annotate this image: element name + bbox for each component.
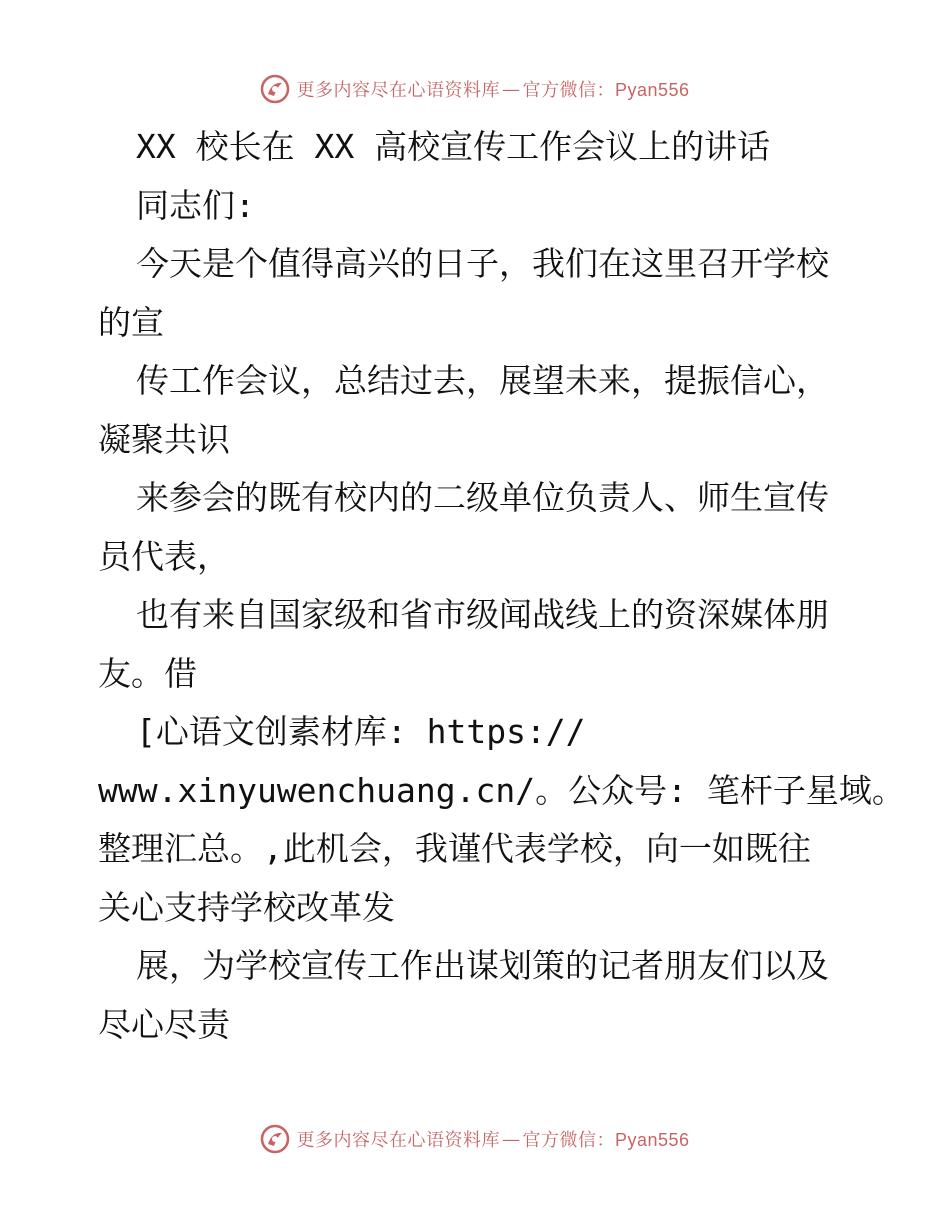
text-line: 来参会的既有校内的二级单位负责人、师生宣传	[136, 478, 829, 517]
watermark-separator: —	[501, 1128, 521, 1150]
text-line: 凝聚共识	[98, 419, 230, 459]
text-line: 也有来自国家级和省市级闻战线上的资深媒体朋	[136, 595, 829, 634]
text-line: 传工作会议，总结过去，展望未来，提振信心，	[136, 361, 829, 400]
paragraph-lines	[98, 177, 905, 1055]
footer-watermark	[0, 1122, 950, 1156]
text-line: 员代表，	[98, 536, 230, 576]
watermark-suffix: 官方微信：Pyan556	[522, 80, 690, 100]
watermark-text: 更多内容尽在心语资料库	[296, 80, 500, 101]
watermark-separator: —	[501, 78, 521, 100]
text-line: www.xinyuwenchuang.cn/。公众号: 笔杆子星域。	[98, 770, 905, 810]
watermark-text: 更多内容尽在心语资料库	[296, 1130, 500, 1151]
text-line: 同志们:	[136, 185, 255, 225]
watermark-suffix: 官方微信：Pyan556	[522, 1130, 690, 1150]
text-line: 整理汇总。,此机会，我谨代表学校，向一如既往	[98, 829, 811, 868]
text-line: 的宣	[98, 302, 164, 342]
text-line: 尽心尽责	[98, 1004, 230, 1044]
header-watermark	[0, 72, 950, 106]
text-line: 今天是个值得高兴的日子，我们在这里召开学校	[136, 244, 829, 283]
document-title: XX 校长在 XX 高校宣传工作会议上的讲话	[136, 127, 771, 166]
text-line: 关心支持学校改革发	[98, 887, 395, 927]
brand-logo-icon	[260, 1124, 290, 1154]
text-line: 展，为学校宣传工作出谋划策的记者朋友们以及	[136, 946, 829, 985]
brand-logo-icon	[260, 74, 290, 104]
document-body	[98, 118, 905, 1054]
text-line: [心语文创素材库: https://	[136, 712, 586, 751]
text-line: 友。借	[98, 653, 197, 693]
